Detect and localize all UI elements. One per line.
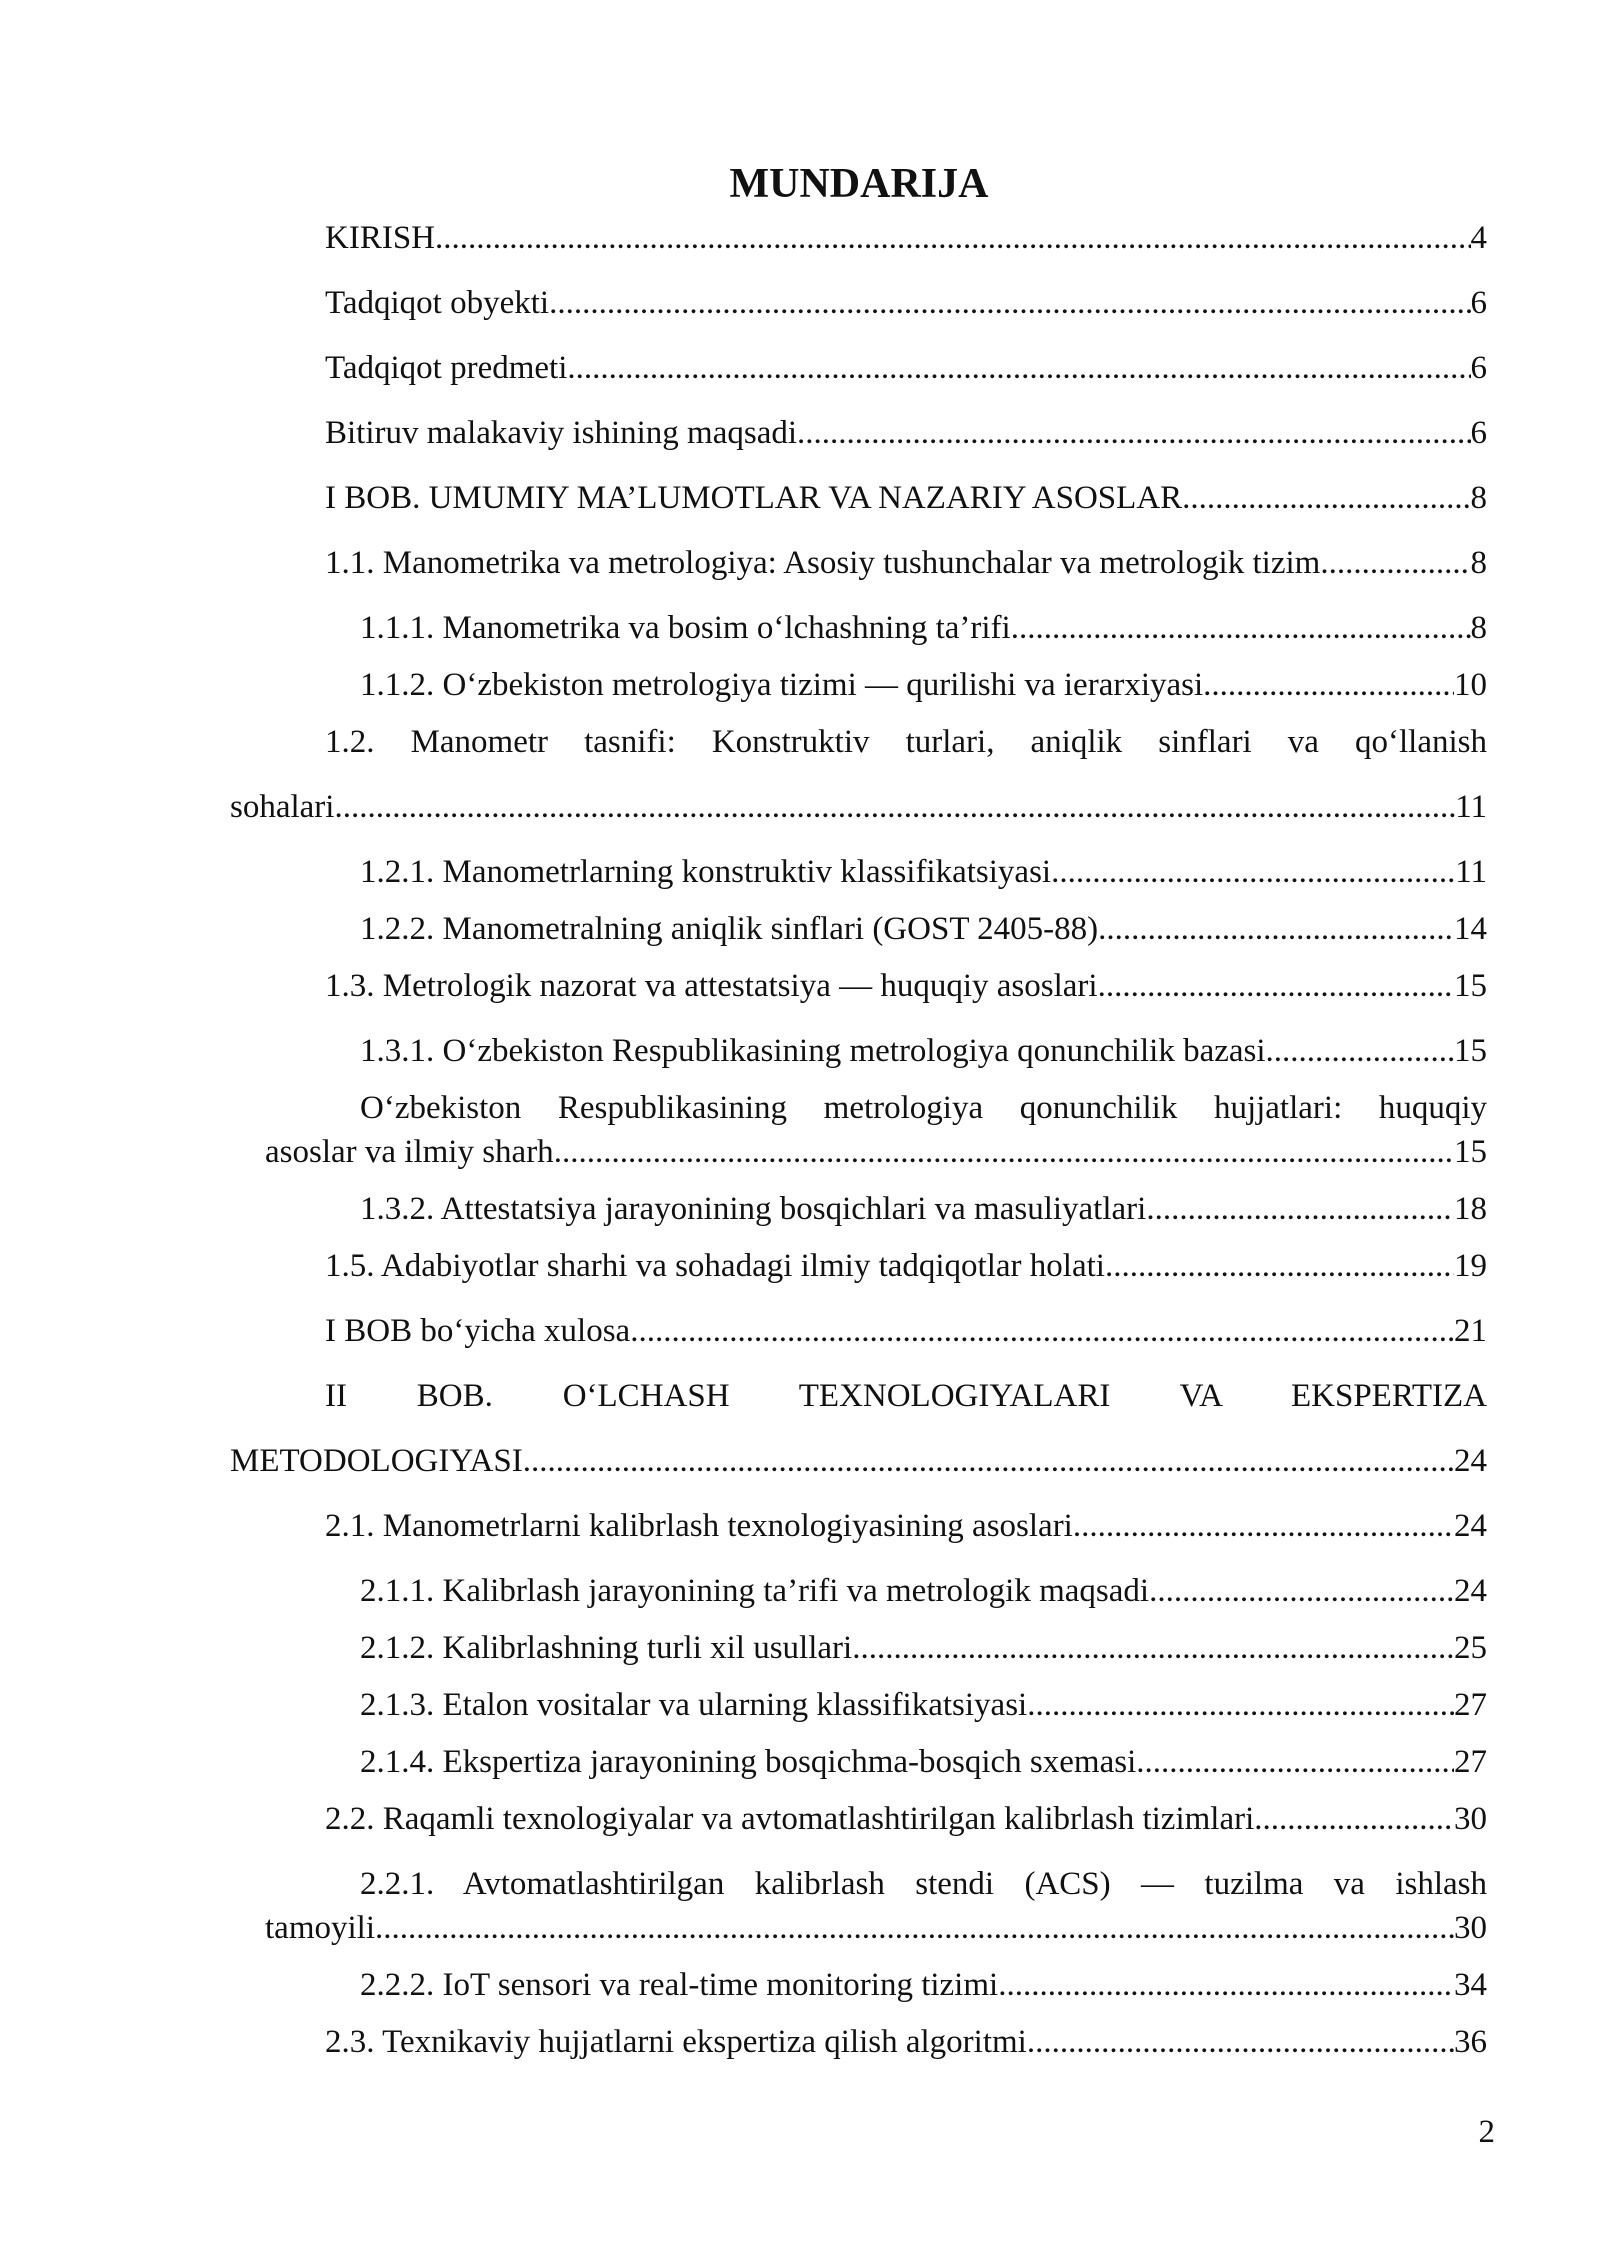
toc-entry-label: sohalari — [230, 789, 335, 825]
toc-entry — [360, 608, 1487, 648]
toc-entry-line1: 2.2.1. Avtomatlashtirilgan kalibrlash stendi (ACS) — tuzilma va ishlash — [360, 1866, 1487, 1902]
leader-dots — [1203, 665, 1454, 705]
toc-entry-label: 1.1. Manometrika va metrologiya: Asosiy tushunchalar va metrologik tizim — [325, 545, 1321, 581]
toc-entry-label: 1.3.1. O‘zbekiston Respublikasining metrologiya qonunchilik bazasi — [360, 1033, 1266, 1069]
toc-entry — [360, 1685, 1487, 1725]
toc-entry — [360, 1571, 1487, 1611]
toc-entry — [360, 665, 1487, 705]
toc-entry-page: 19 — [1454, 1248, 1487, 1284]
toc-entry-line1: 1.2. Manometr tasnifi: Konstruktiv turlari, aniqlik sinflari va qo‘llanish — [325, 724, 1487, 760]
toc-entry-page: 30 — [1454, 1910, 1487, 1946]
leader-dots — [998, 1965, 1454, 2005]
leader-dots — [334, 787, 1455, 827]
toc-entry-page: 10 — [1454, 667, 1487, 703]
toc-entry-label: I BOB bo‘yicha xulosa — [325, 1313, 631, 1349]
toc-entry-line1: II BOB. O‘LCHASH TEXNOLOGIYALARI VA EKSPERTIZA — [325, 1378, 1487, 1414]
toc-entry-page: 27 — [1454, 1744, 1487, 1780]
leader-dots — [1105, 1246, 1454, 1286]
toc-entry-page: 24 — [1454, 1508, 1487, 1544]
leader-dots — [1011, 608, 1471, 648]
toc-entry — [230, 1441, 1487, 1481]
toc-entry-page: 36 — [1454, 2024, 1487, 2060]
toc-entry-page: 6 — [1470, 350, 1487, 386]
leader-dots — [567, 348, 1470, 388]
toc-entry-page: 21 — [1454, 1313, 1487, 1349]
leader-dots — [1073, 1506, 1454, 1546]
toc-entry-label: 1.2.1. Manometrlarning konstruktiv klassifikatsiyasi — [360, 854, 1052, 890]
leader-dots — [1136, 1742, 1454, 1782]
leader-dots — [1254, 1799, 1454, 1839]
toc-entry-label: asoslar va ilmiy sharh — [265, 1134, 554, 1170]
toc-entry-page: 11 — [1455, 854, 1487, 890]
toc-entry-page: 4 — [1470, 220, 1487, 256]
toc-entry — [360, 909, 1487, 949]
leader-dots — [1051, 852, 1455, 892]
toc-entry — [325, 478, 1487, 518]
toc-entry-page: 11 — [1455, 789, 1487, 825]
toc-entry-page: 30 — [1454, 1801, 1487, 1837]
toc-entry — [325, 283, 1487, 323]
toc-entry-label: 1.1.1. Manometrika va bosim o‘lchashning ta’rifi — [360, 610, 1011, 646]
toc-entry — [360, 1031, 1487, 1071]
toc-entry-label: 1.3.2. Attestatsiya jarayonining bosqichlari va masuliyatlari — [360, 1191, 1147, 1227]
page-number: 2 — [1478, 2114, 1495, 2150]
toc-entry-label: 2.2.2. IoT sensori va real-time monitoring tizimi — [360, 1967, 999, 2003]
leader-dots — [1027, 2022, 1454, 2062]
toc-entry-label: 2.1. Manometrlarni kalibrlash texnologiyasining asoslari — [325, 1508, 1073, 1544]
toc-entry — [325, 413, 1487, 453]
leader-dots — [1027, 1685, 1454, 1725]
toc-entry — [325, 1506, 1487, 1546]
toc-entry — [325, 966, 1487, 1006]
toc-entry — [325, 543, 1487, 583]
toc-entry — [325, 1799, 1487, 1839]
toc-entry-page: 27 — [1454, 1687, 1487, 1723]
toc-entry-page: 6 — [1470, 285, 1487, 321]
toc-entry-label: 2.2. Raqamli texnologiyalar va avtomatlashtirilgan kalibrlash tizimlari — [325, 1801, 1255, 1837]
toc-entry-label: 2.1.2. Kalibrlashning turli xil usullari — [360, 1630, 853, 1666]
toc-entry-label: 2.1.4. Ekspertiza jarayonining bosqichma-bosqich sxemasi — [360, 1744, 1137, 1780]
toc-entry-page: 15 — [1454, 968, 1487, 1004]
toc-entry-page: 34 — [1454, 1967, 1487, 2003]
toc-entry-page: 8 — [1470, 545, 1487, 581]
toc-entry-page: 8 — [1470, 480, 1487, 516]
toc-entry-label: 2.3. Texnikaviy hujjatlarni ekspertiza qilish algoritmi — [325, 2024, 1027, 2060]
toc-entry-page: 18 — [1454, 1191, 1487, 1227]
toc-entry-label: Tadqiqot obyekti — [325, 285, 550, 321]
leader-dots — [523, 1441, 1454, 1481]
leader-dots — [549, 283, 1470, 323]
leader-dots — [375, 1908, 1454, 1948]
toc-entry-page: 14 — [1454, 911, 1487, 947]
toc-entry-label: I BOB. UMUMIY MA’LUMOTLAR VA NAZARIY ASOSLAR — [325, 480, 1183, 516]
leader-dots — [1320, 543, 1470, 583]
toc-entry-label: KIRISH — [325, 220, 436, 256]
toc-entry-label: METODOLOGIYASI — [230, 1443, 523, 1479]
toc-entry — [230, 787, 1487, 827]
toc-entry — [325, 218, 1487, 258]
toc-entry-label: Tadqiqot predmeti — [325, 350, 568, 386]
leader-dots — [1266, 1031, 1454, 1071]
toc-entry — [265, 1132, 1487, 1172]
toc-entry — [325, 2022, 1487, 2062]
leader-dots — [1182, 478, 1470, 518]
toc-entry-page: 25 — [1454, 1630, 1487, 1666]
toc-entry-label: 2.1.3. Etalon vositalar va ularning klassifikatsiyasi — [360, 1687, 1028, 1723]
toc-entry-page: 24 — [1454, 1573, 1487, 1609]
toc-entry — [360, 1965, 1487, 2005]
toc-entry — [360, 1189, 1487, 1229]
toc-entry-page: 6 — [1470, 415, 1487, 451]
toc-entry-label: 1.2.2. Manometralning aniqlik sinflari (GOST 2405-88) — [360, 911, 1099, 947]
toc-entry-label: 1.1.2. O‘zbekiston metrologiya tizimi — qurilishi va ierarxiyasi — [360, 667, 1204, 703]
toc-entry-page: 24 — [1454, 1443, 1487, 1479]
toc-entry-label: tamoyili — [265, 1910, 375, 1946]
toc-entry — [360, 1742, 1487, 1782]
toc-entry — [325, 1311, 1487, 1351]
toc-entry — [265, 1908, 1487, 1948]
leader-dots — [852, 1628, 1454, 1668]
toc-entry-line1: O‘zbekiston Respublikasining metrologiya qonunchilik hujjatlari: huquqiy — [360, 1090, 1487, 1126]
leader-dots — [797, 413, 1470, 453]
toc-entry-label: Bitiruv malakaviy ishining maqsadi — [325, 415, 798, 451]
toc-entry — [325, 1246, 1487, 1286]
toc-entry — [360, 1628, 1487, 1668]
leader-dots — [435, 218, 1470, 258]
toc-entry-page: 15 — [1454, 1134, 1487, 1170]
leader-dots — [1149, 1571, 1454, 1611]
toc-entry-label: 1.3. Metrologik nazorat va attestatsiya — huquqiy asoslari — [325, 968, 1098, 1004]
leader-dots — [1146, 1189, 1454, 1229]
leader-dots — [1098, 966, 1454, 1006]
toc-entry-label: 2.1.1. Kalibrlash jarayonining ta’rifi va metrologik maqsadi — [360, 1573, 1150, 1609]
leader-dots — [1098, 909, 1454, 949]
toc-entry-page: 8 — [1470, 610, 1487, 646]
toc-entry — [360, 852, 1487, 892]
leader-dots — [630, 1311, 1454, 1351]
page-title: MUNDARIJA — [729, 161, 989, 207]
toc-entry-page: 15 — [1454, 1033, 1487, 1069]
leader-dots — [554, 1132, 1454, 1172]
toc-entry-label: 1.5. Adabiyotlar sharhi va sohadagi ilmiy tadqiqotlar holati — [325, 1248, 1105, 1284]
toc-entry — [325, 348, 1487, 388]
